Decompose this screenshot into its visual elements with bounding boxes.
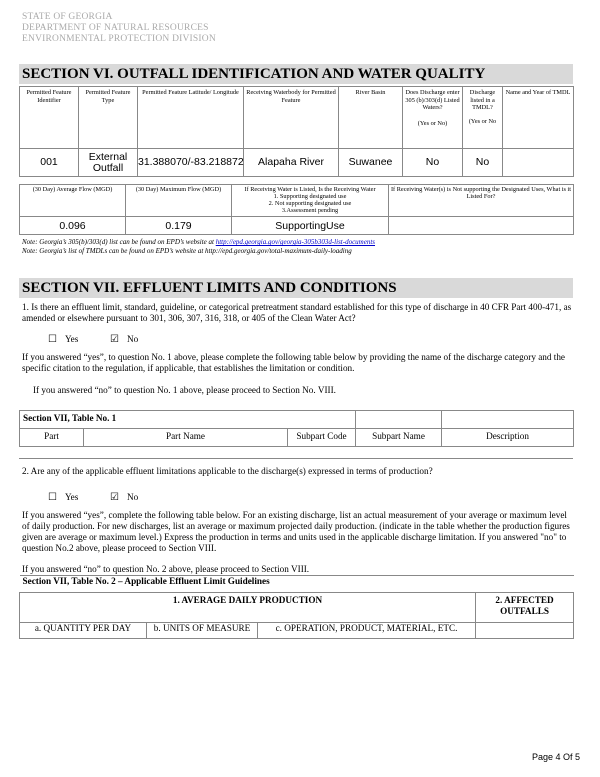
cell-use-support: SupportingUse	[232, 217, 389, 235]
cell-avg-flow: 0.096	[20, 217, 126, 235]
effluent-table-2-title-row	[20, 576, 574, 593]
question-1: 1. Is there an effluent limit, standard, guideline, or categorical pretreatment standard established for this type of discharge in 40 CFR Part 400-471, as amended or elsewhere pursuant to 301, 306, 307, 316, 318, or 405 of the Clean Water Act?	[22, 302, 572, 323]
agency-header	[22, 12, 216, 45]
hdr-description: Description	[442, 429, 574, 447]
hdr-quantity-per-day: a. QUANTITY PER DAY	[20, 623, 147, 639]
q1-yes-checkbox[interactable]: ☐	[48, 334, 57, 345]
hdr-units-of-measure: b. UNITS OF MEASURE	[147, 623, 258, 639]
agency-line-state: STATE OF GEORGIA	[22, 12, 113, 22]
question-2: 2. Are any of the applicable effluent limitations applicable to the discharge(s) expressed in terms of production?	[22, 466, 433, 476]
cell-river-basin: Suwanee	[339, 149, 403, 177]
hdr-subpart-name: Subpart Name	[356, 429, 442, 447]
effluent-table-2-title: Section VII, Table No. 2 – Applicable Effluent Limit Guidelines	[20, 576, 574, 593]
flow-row	[20, 217, 574, 235]
flow-table-header	[20, 185, 574, 217]
effluent-table-2-subheader	[20, 623, 574, 639]
hdr-river-basin: River Basin	[339, 87, 403, 149]
hdr-use-support: If Receiving Water is Listed, Is the Receiving Water 1. Supporting designated use 2. Not supporting designated use 3.Assessment pending	[232, 185, 389, 217]
flow-table	[19, 184, 574, 235]
effluent-table-1-title-row	[20, 411, 574, 429]
effluent-table-1-title: Section VII, Table No. 1	[20, 411, 356, 429]
q2-yes-label: Yes	[64, 492, 79, 502]
q1-no-option[interactable]	[110, 329, 138, 347]
q2-yes-checkbox[interactable]: ☐	[48, 492, 57, 503]
cell-tmdl-name	[503, 149, 574, 177]
q1-yes-option[interactable]	[48, 329, 78, 347]
link-305b-list[interactable]: http://epd.georgia.gov/georgia-305b303d-list-documents	[215, 238, 376, 246]
outfall-table	[19, 86, 574, 177]
hdr-operation-product: c. OPERATION, PRODUCT, MATERIAL, ETC.	[258, 623, 476, 639]
section-7-title: SECTION VII. EFFLUENT LIMITS AND CONDITIONS	[19, 278, 573, 298]
hdr-listed-waters: Does Discharge enter 305 (b)/303(d) Listed Waters? (Yes or No)	[403, 87, 463, 149]
hdr-max-flow: (30 Day) Maximum Flow (MGD)	[126, 185, 232, 217]
page-number: Page 4 Of 5	[531, 752, 580, 762]
cell-max-flow: 0.179	[126, 217, 232, 235]
hdr-listed-for: If Receiving Water(s) is Not supporting the Designated Uses, What is it Listed For?	[389, 185, 574, 217]
hdr-affected-outfalls: 2. AFFECTED OUTFALLS	[476, 593, 574, 623]
agency-line-division: ENVIRONMENTAL PROTECTION DIVISION	[22, 34, 216, 44]
effluent-table-2	[19, 575, 574, 639]
section-6-title: SECTION VI. OUTFALL IDENTIFICATION AND WATER QUALITY	[19, 64, 573, 84]
cell-feature-id: 001	[20, 149, 79, 177]
cell-listed-for	[389, 217, 574, 235]
q1-no-label: No	[126, 334, 139, 344]
hdr-tmdl-name: Name and Year of TMDL	[503, 87, 574, 149]
q2-no-option[interactable]	[110, 487, 138, 505]
divider	[19, 458, 573, 459]
q1-yes-label: Yes	[64, 334, 79, 344]
agency-line-department: DEPARTMENT OF NATURAL RESOURCES	[22, 23, 209, 33]
effluent-table-2-header	[20, 593, 574, 623]
q1-no-instructions: If you answered “no” to question No. 1 above, please proceed to Section No. VIII.	[33, 385, 336, 395]
outfall-row	[20, 149, 574, 177]
hdr-waterbody: Receiving Waterbody for Permitted Feature	[244, 87, 339, 149]
hdr-avg-daily-production: 1. AVERAGE DAILY PRODUCTION	[20, 593, 476, 623]
cell-listed-waters: No	[403, 149, 463, 177]
hdr-tmdl-listed: Discharge listed in a TMDL? (Yes or No	[463, 87, 503, 149]
cell-outfalls-blank	[476, 623, 574, 639]
effluent-table-1	[19, 410, 574, 447]
effluent-table-1-header	[20, 429, 574, 447]
hdr-subpart-code: Subpart Code	[288, 429, 356, 447]
hdr-lat-long: Permitted Feature Latitude/ Longitude	[138, 87, 244, 149]
cell-tmdl-listed: No	[463, 149, 503, 177]
q1-yes-instructions: If you answered “yes”, to question No. 1 above, please complete the following table below by providing the name of the discharge category and the specific citation to the regulation, if applicable, that establishes the limitation or condition.	[22, 352, 565, 373]
hdr-part-name: Part Name	[84, 429, 288, 447]
hdr-feature-id: Permitted Feature Identifier	[20, 87, 79, 149]
q2-yes-option[interactable]	[48, 487, 78, 505]
q2-no-instructions: If you answered “no” to question No. 2 above, please proceed to Section VIII.	[22, 564, 310, 574]
hdr-part: Part	[20, 429, 84, 447]
hdr-avg-flow: (30 Day) Average Flow (MGD)	[20, 185, 126, 217]
note-tmdl: Note: Georgia’s list of TMDLs can be found on EPD’s website at http://epd.georgia.gov/total-maximum-daily-loading	[22, 247, 352, 255]
cell-lat-long: 31.388070/-83.218872	[138, 149, 244, 177]
hdr-feature-type: Permitted Feature Type	[79, 87, 138, 149]
q2-no-label: No	[126, 492, 139, 502]
note-305b: Note: Georgia’s 305(b)/303(d) list can be found on EPD’s website at http://epd.georgia.gov/georgia-305b303d-list-documents	[22, 238, 376, 246]
outfall-table-header	[20, 87, 574, 149]
q2-yes-instructions: If you answered “yes”, complete the following table below. For an existing discharge, list an actual measurement of your average or maximum level of daily production. For new discharges, list an average or maximum projected daily production. (indicate in the table whether the production figures given are average or maximum level.) Express the production in terms and units used in the applicable discharge limitation. If you answered "no" to question No.2 above, please proceed to Section VIII.	[22, 510, 570, 553]
q1-no-checkbox[interactable]: ☑	[110, 334, 119, 345]
cell-feature-type: External Outfall	[79, 149, 138, 177]
cell-waterbody: Alapaha River	[244, 149, 339, 177]
q2-no-checkbox[interactable]: ☑	[110, 492, 119, 503]
